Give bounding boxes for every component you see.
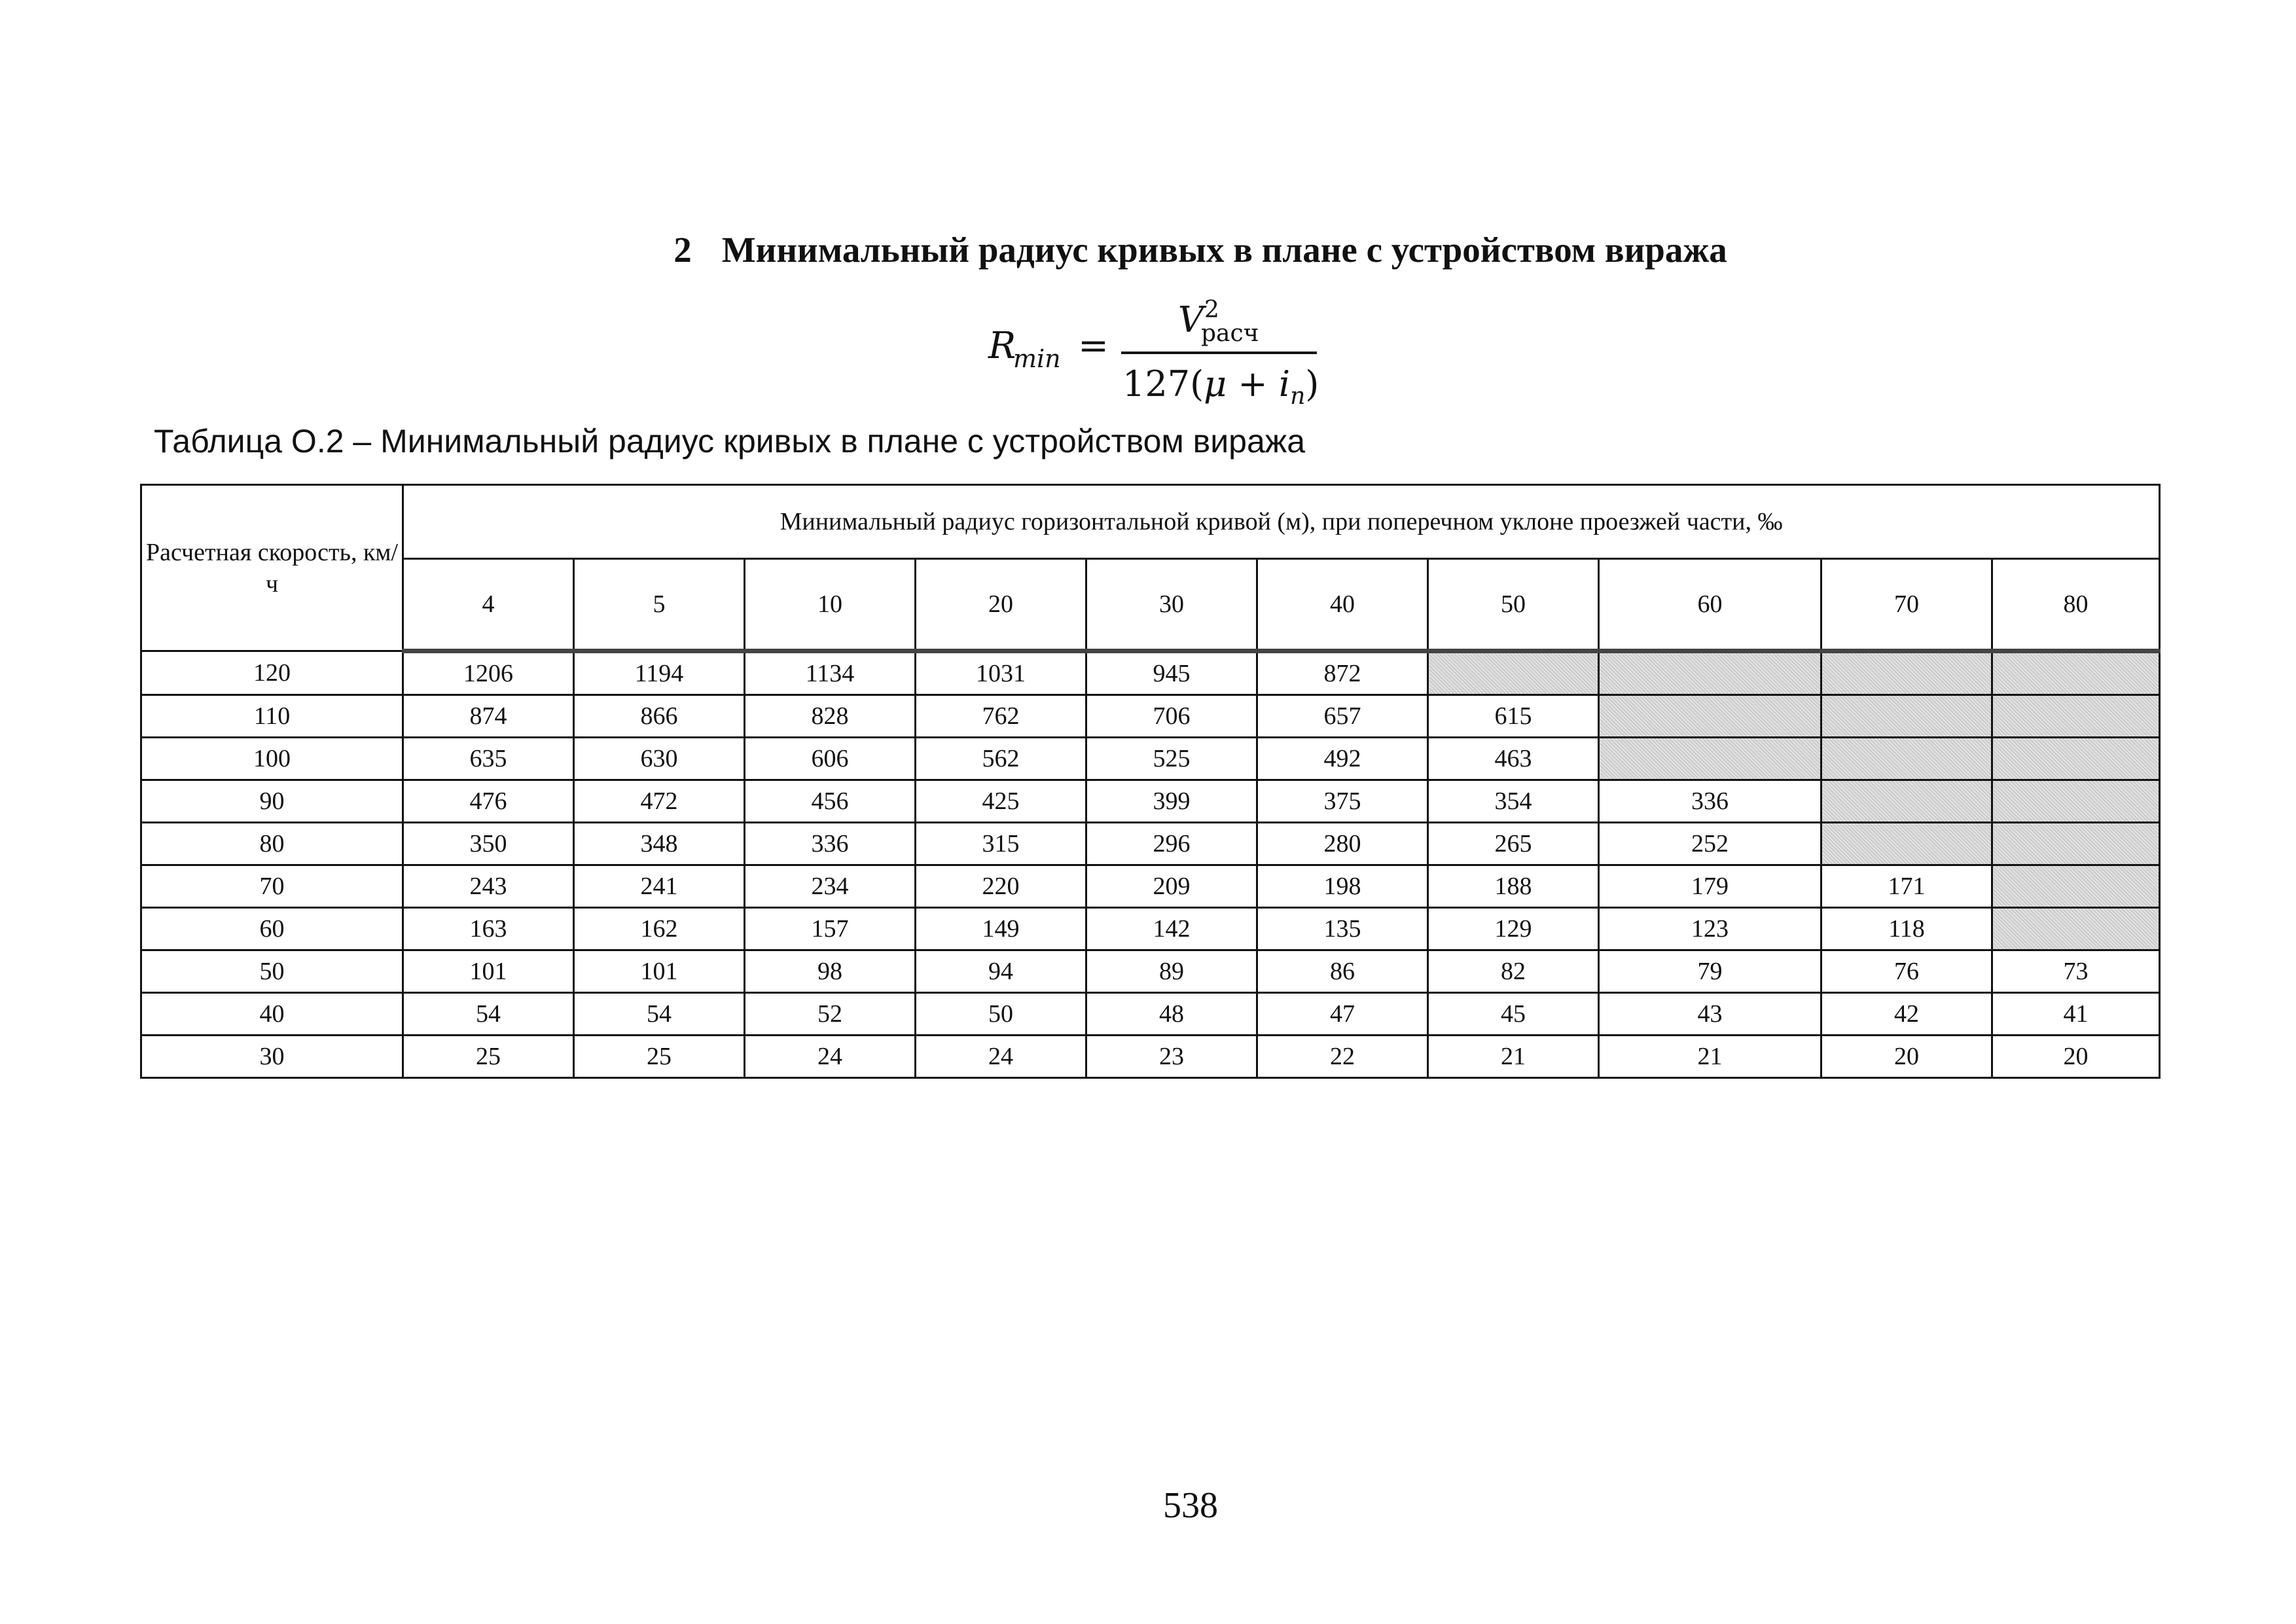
formula-numerator: V — [1178, 299, 1204, 340]
table-row — [141, 865, 2160, 908]
table-body — [141, 651, 2160, 1078]
speed-cell: 60 — [141, 908, 403, 950]
radius-cell: 252 — [1599, 823, 1821, 865]
slope-header-80: 80 — [1992, 559, 2160, 651]
radius-cell: 118 — [1821, 908, 1992, 950]
radius-cell: 336 — [745, 823, 916, 865]
table-row — [141, 950, 2160, 993]
slope-header-70: 70 — [1821, 559, 1992, 651]
radius-cell: 425 — [916, 780, 1086, 823]
slope-header-4: 4 — [403, 559, 574, 651]
radius-cell: 101 — [403, 950, 574, 993]
radius-cell: 163 — [403, 908, 574, 950]
radius-cell: 828 — [745, 695, 916, 738]
radius-cell: 20 — [1821, 1036, 1992, 1078]
radius-cell: 635 — [403, 738, 574, 780]
table-row — [141, 823, 2160, 865]
radius-cell: 872 — [1257, 651, 1428, 695]
speed-cell: 100 — [141, 738, 403, 780]
speed-cell: 80 — [141, 823, 403, 865]
radius-cell: 82 — [1428, 950, 1599, 993]
speed-cell: 50 — [141, 950, 403, 993]
radius-cell: 149 — [916, 908, 1086, 950]
radius-cell: 42 — [1821, 993, 1992, 1036]
formula-numerator-sub: расч — [1201, 320, 1259, 347]
radius-cell: 209 — [1086, 865, 1257, 908]
radius-cell: 47 — [1257, 993, 1428, 1036]
radius-cell: 76 — [1821, 950, 1992, 993]
radius-cell: 171 — [1821, 865, 1992, 908]
radius-cell: 188 — [1428, 865, 1599, 908]
radius-table — [140, 484, 2161, 1079]
radius-cell: 630 — [574, 738, 745, 780]
denominator-i-sub: n — [1290, 383, 1306, 410]
radius-cell: 198 — [1257, 865, 1428, 908]
radius-cell: 348 — [574, 823, 745, 865]
radius-cell: 24 — [745, 1036, 916, 1078]
speed-header: Расчетная скорость, км/ч — [141, 485, 403, 651]
radius-cell: 375 — [1257, 780, 1428, 823]
radius-cell: 492 — [1257, 738, 1428, 780]
radius-cell: 52 — [745, 993, 916, 1036]
radius-cell: 762 — [916, 695, 1086, 738]
slope-header-20: 20 — [916, 559, 1086, 651]
empty-shaded-cell — [1599, 738, 1821, 780]
slope-header-50: 50 — [1428, 559, 1599, 651]
radius-cell: 1194 — [574, 651, 745, 695]
radius-cell: 129 — [1428, 908, 1599, 950]
radius-cell: 89 — [1086, 950, 1257, 993]
radius-cell: 73 — [1992, 950, 2160, 993]
table-row — [141, 695, 2160, 738]
radius-cell: 399 — [1086, 780, 1257, 823]
section-number: 2 — [673, 230, 692, 270]
empty-shaded-cell — [1992, 695, 2160, 738]
speed-cell: 40 — [141, 993, 403, 1036]
radius-cell: 79 — [1599, 950, 1821, 993]
empty-shaded-cell — [1992, 651, 2160, 695]
speed-cell: 70 — [141, 865, 403, 908]
radius-cell: 706 — [1086, 695, 1257, 738]
radius-cell: 945 — [1086, 651, 1257, 695]
empty-shaded-cell — [1992, 823, 2160, 865]
denominator-suffix: ) — [1305, 363, 1319, 405]
radius-cell: 476 — [403, 780, 574, 823]
radius-cell: 94 — [916, 950, 1086, 993]
radius-cell: 162 — [574, 908, 745, 950]
table-row — [141, 993, 2160, 1036]
radius-cell: 41 — [1992, 993, 2160, 1036]
empty-shaded-cell — [1821, 695, 1992, 738]
table-row — [141, 908, 2160, 950]
slope-header-60: 60 — [1599, 559, 1821, 651]
radius-cell: 1031 — [916, 651, 1086, 695]
speed-cell: 30 — [141, 1036, 403, 1078]
empty-shaded-cell — [1599, 651, 1821, 695]
slope-header-row — [141, 559, 2160, 651]
radius-cell: 1134 — [745, 651, 916, 695]
radius-cell: 472 — [574, 780, 745, 823]
slope-header-5: 5 — [574, 559, 745, 651]
radius-cell: 296 — [1086, 823, 1257, 865]
radius-cell: 354 — [1428, 780, 1599, 823]
table-row — [141, 738, 2160, 780]
empty-shaded-cell — [1992, 865, 2160, 908]
empty-shaded-cell — [1821, 823, 1992, 865]
empty-shaded-cell — [1428, 651, 1599, 695]
denominator-plus: + — [1227, 363, 1279, 405]
speed-cell: 110 — [141, 695, 403, 738]
section-title: Минимальный радиус кривых в плане с устройством виража — [721, 230, 1727, 270]
formula-equals: = — [1078, 325, 1109, 367]
radius-cell: 456 — [745, 780, 916, 823]
radius-cell: 350 — [403, 823, 574, 865]
radius-cell: 123 — [1599, 908, 1821, 950]
table-row — [141, 780, 2160, 823]
radius-cell: 135 — [1257, 908, 1428, 950]
radius-cell: 157 — [745, 908, 916, 950]
formula-numerator-sup: 2 — [1204, 298, 1219, 323]
radius-cell: 142 — [1086, 908, 1257, 950]
slope-header-10: 10 — [745, 559, 916, 651]
radius-cell: 1206 — [403, 651, 574, 695]
radius-cell: 24 — [916, 1036, 1086, 1078]
radius-cell: 463 — [1428, 738, 1599, 780]
section-heading — [0, 229, 2296, 270]
empty-shaded-cell — [1599, 695, 1821, 738]
table-row — [141, 651, 2160, 695]
speed-cell: 120 — [141, 651, 403, 695]
radius-cell: 562 — [916, 738, 1086, 780]
radius-cell: 22 — [1257, 1036, 1428, 1078]
radius-cell: 243 — [403, 865, 574, 908]
empty-shaded-cell — [1821, 780, 1992, 823]
formula-denominator — [1122, 363, 1319, 410]
radius-cell: 54 — [574, 993, 745, 1036]
radius-cell: 866 — [574, 695, 745, 738]
radius-cell: 25 — [403, 1036, 574, 1078]
denominator-prefix: 127( — [1122, 363, 1204, 405]
formula-lhs: R — [988, 325, 1016, 367]
slope-header-30: 30 — [1086, 559, 1257, 651]
radius-cell: 657 — [1257, 695, 1428, 738]
radius-cell: 874 — [403, 695, 574, 738]
radius-cell: 25 — [574, 1036, 745, 1078]
empty-shaded-cell — [1992, 738, 2160, 780]
slope-header-40: 40 — [1257, 559, 1428, 651]
empty-shaded-cell — [1992, 908, 2160, 950]
empty-shaded-cell — [1992, 780, 2160, 823]
radius-cell: 220 — [916, 865, 1086, 908]
radius-cell: 43 — [1599, 993, 1821, 1036]
empty-shaded-cell — [1821, 651, 1992, 695]
radius-cell: 315 — [916, 823, 1086, 865]
radius-cell: 23 — [1086, 1036, 1257, 1078]
radius-cell: 98 — [745, 950, 916, 993]
formula-lhs-sub: min — [1013, 344, 1061, 373]
radius-cell: 86 — [1257, 950, 1428, 993]
radius-cell: 21 — [1599, 1036, 1821, 1078]
radius-cell: 48 — [1086, 993, 1257, 1036]
radius-cell: 336 — [1599, 780, 1821, 823]
radius-cell: 20 — [1992, 1036, 2160, 1078]
denominator-i: i — [1278, 363, 1291, 405]
slope-group-header: Минимальный радиус горизонтальной кривой (м), при поперечном уклоне проезжей части, ‰ — [403, 485, 2160, 559]
radius-cell: 179 — [1599, 865, 1821, 908]
denominator-mu: μ — [1204, 363, 1227, 405]
table-caption: Таблица О.2 – Минимальный радиус кривых в плане с устройством виража — [154, 423, 1306, 460]
radius-cell: 21 — [1428, 1036, 1599, 1078]
radius-formula — [982, 298, 1348, 416]
radius-cell: 606 — [745, 738, 916, 780]
radius-cell: 241 — [574, 865, 745, 908]
page-number: 538 — [1163, 1485, 1218, 1526]
radius-cell: 45 — [1428, 993, 1599, 1036]
radius-cell: 54 — [403, 993, 574, 1036]
radius-cell: 234 — [745, 865, 916, 908]
speed-cell: 90 — [141, 780, 403, 823]
radius-cell: 615 — [1428, 695, 1599, 738]
radius-cell: 280 — [1257, 823, 1428, 865]
empty-shaded-cell — [1821, 738, 1992, 780]
radius-cell: 101 — [574, 950, 745, 993]
radius-cell: 265 — [1428, 823, 1599, 865]
table-row — [141, 1036, 2160, 1078]
radius-cell: 525 — [1086, 738, 1257, 780]
radius-cell: 50 — [916, 993, 1086, 1036]
